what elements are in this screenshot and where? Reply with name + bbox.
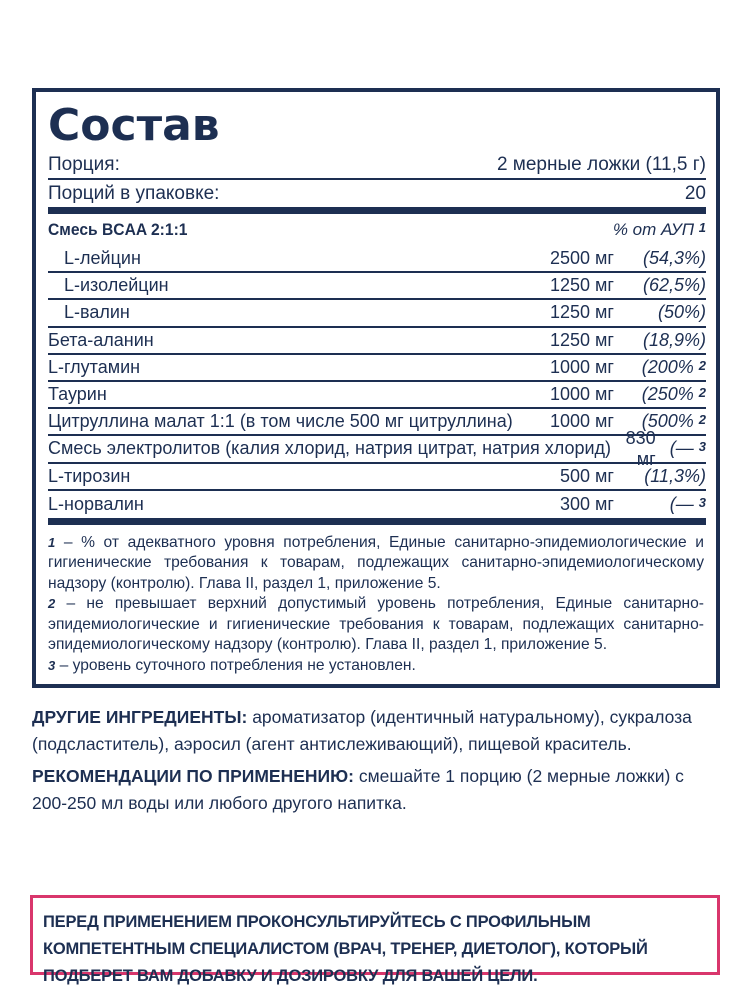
rdi-heading: % от АУП 1 — [612, 220, 706, 239]
ingredient-rdi-percent: (200% 2 — [641, 356, 706, 377]
ingredient-row — [48, 328, 706, 355]
ingredient-amount: 830 мг — [625, 427, 656, 469]
ingredient-amount: 1250 мг — [550, 302, 614, 323]
ingredient-amount: 1250 мг — [550, 329, 614, 350]
usage-text: смешайте 1 порцию (2 мерные ложки) с 200-250 мл воды или любого другого напитка. — [32, 766, 684, 813]
other-ingredients-label: ДРУГИЕ ИНГРЕДИЕНТЫ: — [32, 707, 248, 727]
ingredient-rdi-percent: (62,5%) — [642, 275, 706, 296]
warning-text: ПЕРЕД ПРИМЕНЕНИЕМ ПРОКОНСУЛЬТИРУЙТЕСЬ С ПРОФИЛЬНЫМ КОМПЕТЕНТНЫМ СПЕЦИАЛИСТОМ (ВРАЧ, ТРЕНЕР, ДИЕТОЛОГ), КОТОРЫЙ ПОДБЕРЕТ ВАМ ДОБАВКУ И ДОЗИРОВКУ ДЛЯ ВАШЕЙ ЦЕЛИ. — [43, 913, 648, 985]
servings-per-pack-label: Порций в упаковке: — [48, 182, 220, 204]
ingredient-name: L-изолейцин — [64, 275, 169, 296]
ingredient-name: Цитруллина малат 1:1 (в том числе 500 мг цитруллина) — [48, 411, 513, 432]
ingredient-row — [48, 300, 706, 327]
ingredient-row — [48, 409, 706, 436]
servings-per-pack-value: 20 — [684, 182, 706, 204]
ingredient-amount: 1250 мг — [550, 275, 614, 296]
ingredient-amount: 300 мг — [560, 493, 614, 514]
ingredient-rdi-percent: (50%) — [657, 302, 706, 323]
ingredient-rdi-percent: (250% 2 — [641, 384, 706, 405]
ingredient-row — [48, 246, 706, 273]
ingredient-amount: 2500 мг — [550, 248, 614, 269]
ingredient-row — [48, 382, 706, 409]
footnote-2: 2 – не превышает верхний допустимый уровень потребления, Единые санитарно-эпидемиологические и гигиенические требования к товарам, подлежащих санитарно-эпидемиологическому надзору (контролю). Глава II, раздел 1, приложение 5. — [48, 595, 704, 654]
ingredient-row — [48, 273, 706, 300]
serving-value: 2 мерные ложки (11,5 г) — [496, 154, 706, 175]
ingredient-name: L-норвалин — [48, 493, 144, 514]
ingredient-row — [48, 491, 706, 525]
footnote-ref: 2 — [698, 357, 706, 373]
ingredient-amount: 500 мг — [560, 465, 614, 486]
ingredient-rdi-percent: (500% 2 — [641, 411, 706, 432]
ingredient-name: Бета-аланин — [48, 329, 154, 350]
footnote-1: 1 – % от адекватного уровня потребления, Единые санитарно-эпидемиологические и гигиенические требования к товарам, подлежащих санитарно-эпидемиологическому надзору (контролю). Глава II, раздел 1, приложение 5. — [48, 533, 704, 592]
serving-row — [48, 152, 706, 180]
ingredient-name: Таурин — [48, 384, 107, 405]
servings-per-pack-row — [48, 180, 706, 214]
table-header — [48, 214, 706, 246]
ingredient-rdi-percent: (18,9%) — [642, 329, 706, 350]
footnote-ref: 2 — [698, 412, 706, 428]
footnote-ref: 3 — [698, 494, 706, 510]
ingredient-name: L-глутамин — [48, 356, 141, 377]
other-ingredients — [32, 704, 722, 758]
ingredient-list — [48, 246, 706, 525]
rdi-footnote-ref: 1 — [698, 220, 706, 235]
ingredient-name: L-лейцин — [64, 248, 141, 269]
footnotes — [48, 533, 706, 677]
composition-panel — [32, 88, 720, 688]
ingredient-name: Смесь электролитов (калия хлорид, натрия цитрат, натрия хлорид) — [48, 438, 612, 459]
footnote-ref: 3 — [698, 439, 706, 455]
ingredient-name: L-тирозин — [48, 465, 131, 486]
serving-label: Порция: — [48, 154, 120, 175]
ingredient-amount: 1000 мг — [550, 384, 614, 405]
usage-label: РЕКОМЕНДАЦИИ ПО ПРИМЕНЕНИЮ: — [32, 766, 354, 786]
ingredient-amount: 1000 мг — [550, 356, 614, 377]
ingredient-rdi-percent: (54,3%) — [642, 248, 706, 269]
usage-recommendations — [32, 763, 722, 817]
ingredient-rdi-percent: (11,3%) — [644, 465, 706, 486]
ingredient-rdi-percent: (— 3 — [669, 493, 706, 514]
ingredient-amount: 1000 мг — [550, 411, 614, 432]
warning-box — [30, 895, 720, 985]
ingredient-row — [48, 427, 706, 469]
footnote-ref: 2 — [698, 385, 706, 401]
page-title: Состав — [48, 100, 220, 151]
ingredient-name: L-валин — [64, 302, 130, 323]
blend-heading: Смесь BCAA 2:1:1 — [48, 220, 188, 239]
other-ingredients-text: ароматизатор (идентичный натуральному), сукралоза (подсластитель), аэросил (агент антислеживающий), пищевой краситель. — [32, 707, 692, 754]
ingredient-row — [48, 464, 706, 491]
ingredient-row — [48, 355, 706, 382]
ingredient-rdi-percent: (— 3 — [669, 438, 706, 459]
footnote-3: 3 – уровень суточного потребления не установлен. — [48, 656, 416, 674]
